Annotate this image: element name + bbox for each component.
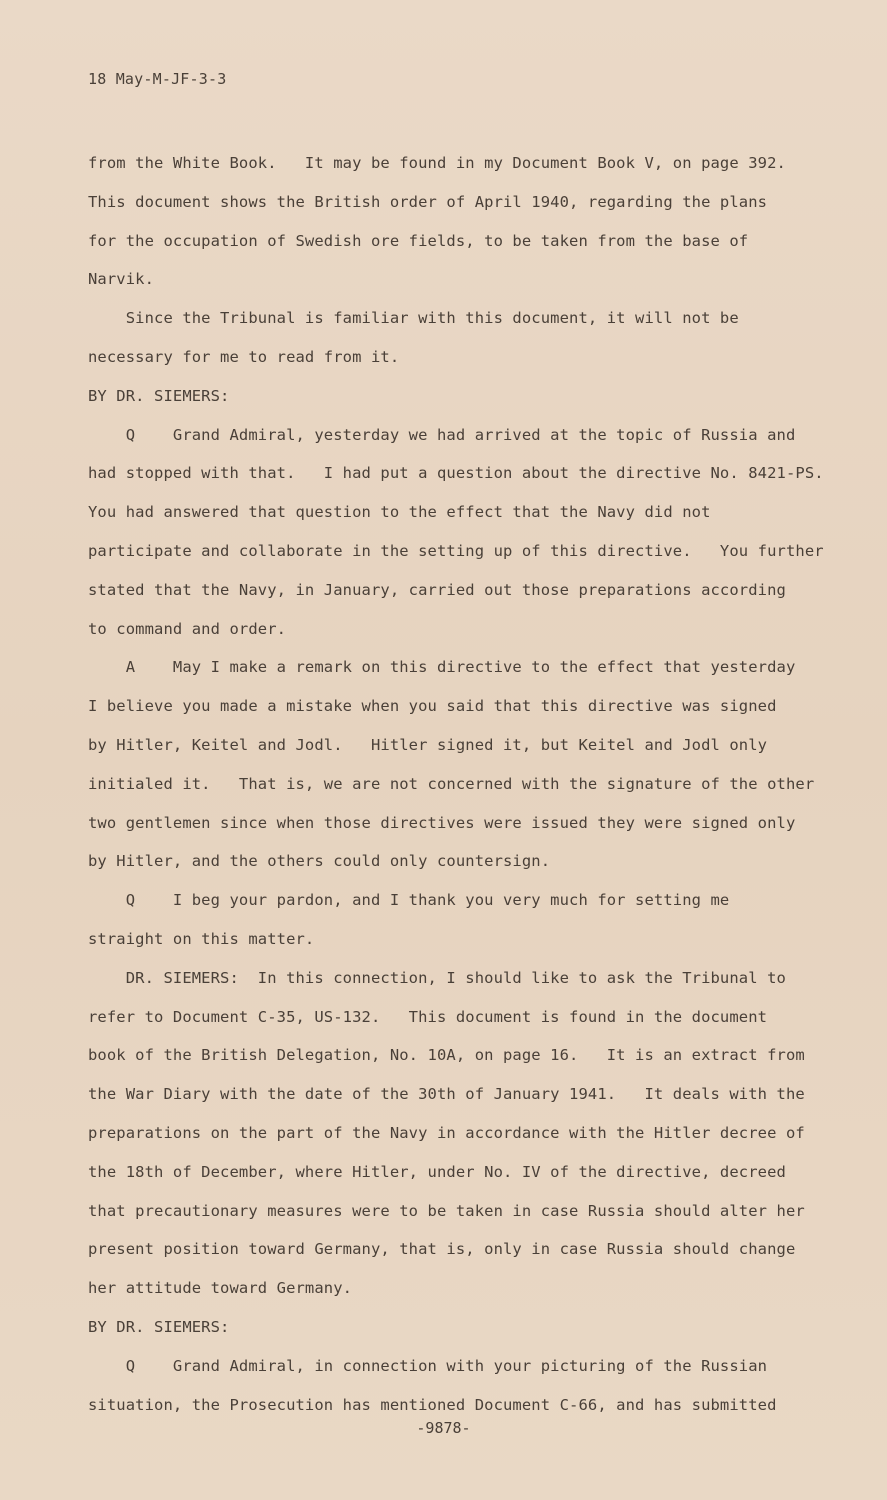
text-line: by Hitler, Keitel and Jodl. Hitler signed it, but Keitel and Jodl only bbox=[88, 735, 768, 754]
text-line: from the White Book. It may be found in my Document Book V, on page 392. bbox=[88, 154, 786, 172]
text-line: Q Grand Admiral, in connection with your picturing of the Russian bbox=[88, 1356, 768, 1375]
text-line: necessary for me to read from it. bbox=[88, 347, 400, 366]
text-line: DR. SIEMERS: In this connection, I should like to ask the Tribunal to bbox=[88, 968, 786, 987]
text-line: straight on this matter. bbox=[88, 929, 315, 948]
text-line: stated that the Navy, in January, carried out those preparations according bbox=[88, 580, 786, 599]
text-line: I believe you made a mistake when you said that this directive was signed bbox=[88, 697, 777, 716]
text-line: Q Grand Admiral, yesterday we had arrived at the topic of Russia and bbox=[88, 425, 796, 444]
text-line: the War Diary with the date of the 30th of January 1941. It deals with the bbox=[88, 1085, 805, 1104]
page-number: -9878- bbox=[416, 1419, 471, 1437]
text-line: for the occupation of Swedish ore fields, to be taken from the base of bbox=[88, 231, 749, 250]
text-line: preparations on the part of the Navy in accordance with the Hitler decree of bbox=[88, 1123, 805, 1142]
text-line: refer to Document C-35, US-132. This document is found in the document bbox=[88, 1007, 768, 1026]
text-line: by Hitler, and the others could only countersign. bbox=[88, 852, 551, 871]
text-line: participate and collaborate in the setting up of this directive. You further bbox=[88, 541, 824, 560]
text-line: This document shows the British order of April 1940, regarding the plans bbox=[88, 192, 768, 211]
text-line: Narvik. bbox=[88, 270, 155, 289]
text-line: two gentlemen since when those directives were issued they were signed only bbox=[88, 813, 796, 832]
text-line: her attitude toward Germany. bbox=[88, 1279, 353, 1298]
text-line: initialed it. That is, we are not concerned with the signature of the other bbox=[88, 774, 815, 793]
speaker-heading: BY DR. SIEMERS: bbox=[88, 1317, 230, 1336]
text-line: that precautionary measures were to be taken in case Russia should alter her bbox=[88, 1201, 805, 1220]
document-body bbox=[88, 144, 848, 1424]
text-line: had stopped with that. I had put a question about the directive No. 8421-PS. bbox=[88, 464, 824, 483]
text-line: present position toward Germany, that is, only in case Russia should change bbox=[88, 1240, 796, 1259]
page-header-reference: 18 May-M-JF-3-3 bbox=[88, 70, 227, 88]
text-line: the 18th of December, where Hitler, under No. IV of the directive, decreed bbox=[88, 1162, 786, 1181]
text-line: You had answered that question to the effect that the Navy did not bbox=[88, 503, 711, 522]
text-line: Q I beg your pardon, and I thank you very much for setting me bbox=[88, 891, 730, 910]
text-line: to command and order. bbox=[88, 619, 287, 638]
text-line: Since the Tribunal is familiar with this document, it will not be bbox=[88, 309, 739, 328]
text-line: situation, the Prosecution has mentioned Document C-66, and has submitted bbox=[88, 1395, 777, 1414]
speaker-heading: BY DR. SIEMERS: bbox=[88, 386, 230, 405]
text-line: A May I make a remark on this directive to the effect that yesterday bbox=[88, 658, 796, 677]
text-line: book of the British Delegation, No. 10A, on page 16. It is an extract from bbox=[88, 1046, 805, 1065]
